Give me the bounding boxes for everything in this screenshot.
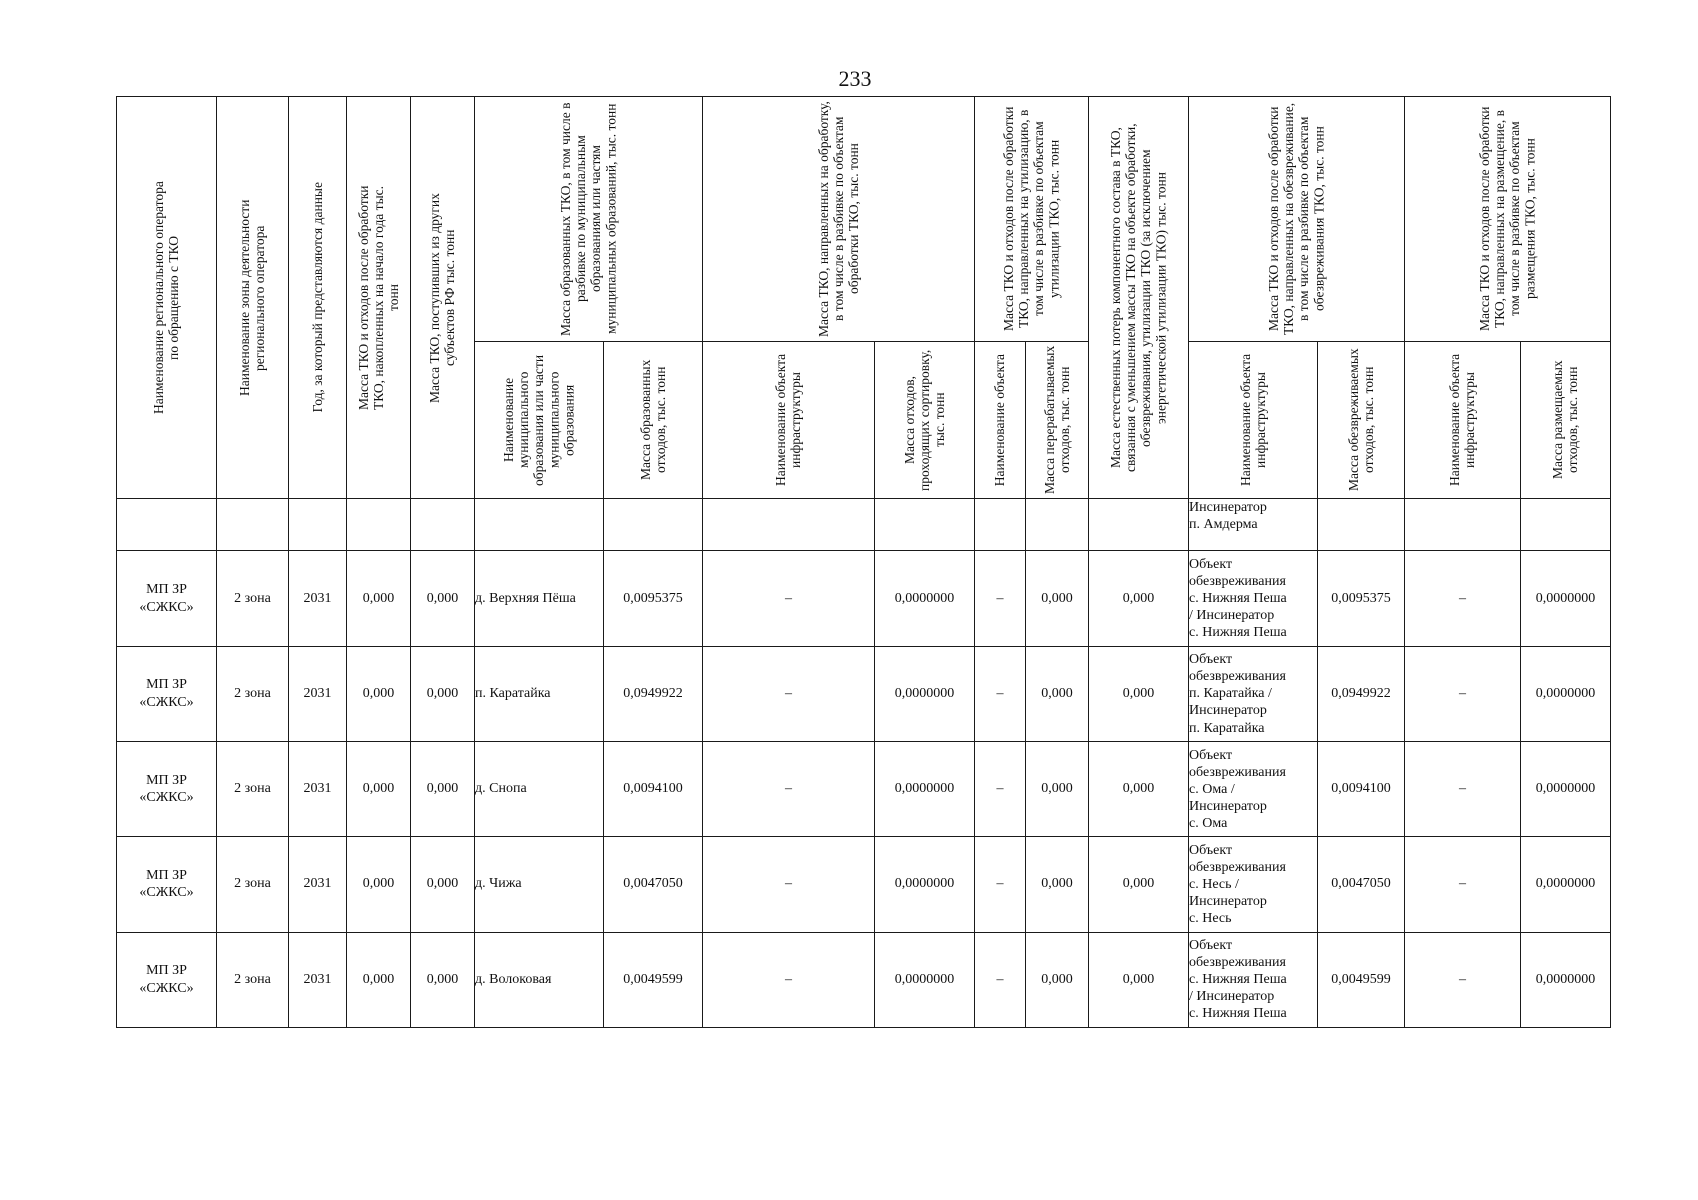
utilization-mass-cell: 0,000 [1026, 742, 1089, 837]
neutralization-mass-cell: 0,0949922 [1318, 646, 1405, 741]
neutralization-object-cell: Объект обезвреживания п. Каратайка / Инсинератор п. Каратайка [1189, 646, 1318, 741]
natural-losses-cell: 0,000 [1089, 837, 1189, 932]
zone-cell: 2 зона [217, 837, 289, 932]
mass-start-cell: 0,000 [347, 742, 411, 837]
placement-mass-cell: 0,0000000 [1521, 646, 1611, 741]
mass-start-cell: 0,000 [347, 646, 411, 741]
neutralization-mass-cell: 0,0095375 [1318, 551, 1405, 646]
header-neutralization-object: Наименование объекта инфраструктуры [1189, 341, 1318, 499]
mass-start-cell: 0,000 [347, 932, 411, 1027]
header-mass-start: Масса ТКО и отходов после обработки ТКО, накопленных на начало года тыс. тонн [347, 97, 411, 499]
neutralization-object-cell: Объект обезвреживания с. Нижняя Пеша / Инсинератор с. Нижняя Пеша [1189, 551, 1318, 646]
processing-mass-cell: 0,0000000 [875, 932, 975, 1027]
processing-object-cell: – [703, 932, 875, 1027]
header-operator: Наименование регионального оператора по обращению с ТКО [117, 97, 217, 499]
table-row-continuation [117, 499, 1611, 551]
utilization-object-cell: – [975, 932, 1026, 1027]
header-placement-object: Наименование объекта инфраструктуры [1405, 341, 1521, 499]
operator-cell: МП ЗР «СЖКС» [117, 742, 217, 837]
utilization-mass-cell: 0,000 [1026, 551, 1089, 646]
table-row [117, 837, 1611, 932]
page-number: 233 [838, 66, 872, 91]
formed-mass-cell: 0,0049599 [604, 932, 703, 1027]
mass-other-regions-cell: 0,000 [411, 932, 475, 1027]
municipality-cell: д. Верхняя Пёша [475, 551, 604, 646]
neutralization-mass-cell: 0,0094100 [1318, 742, 1405, 837]
placement-object-cell: – [1405, 932, 1521, 1027]
mass-other-regions-cell: 0,000 [411, 742, 475, 837]
neutralization-object-cell: Объект обезвреживания с. Ома / Инсинератор с. Ома [1189, 742, 1318, 837]
zone-cell: 2 зона [217, 646, 289, 741]
header-neutralization-group: Масса ТКО и отходов после обработки ТКО, направленных на обезвреживание, в том числе в разбивке по объектам обезвреживания ТКО, тыс. тонн [1189, 97, 1405, 342]
mass-other-regions-cell: 0,000 [411, 551, 475, 646]
processing-mass-cell: 0,0000000 [875, 837, 975, 932]
mass-start-cell: 0,000 [347, 837, 411, 932]
natural-losses-cell: 0,000 [1089, 932, 1189, 1027]
placement-object-cell: – [1405, 742, 1521, 837]
formed-mass-cell: 0,0949922 [604, 646, 703, 741]
municipality-cell: д. Снопа [475, 742, 604, 837]
header-utilization-object: Наименование объекта [975, 341, 1026, 499]
utilization-mass-cell: 0,000 [1026, 837, 1089, 932]
header-neutralization-mass: Масса обезвреживаемых отходов, тыс. тонн [1318, 341, 1405, 499]
year-cell: 2031 [289, 742, 347, 837]
header-utilization-mass: Масса перерабатываемых отходов, тыс. тонн [1026, 341, 1089, 499]
header-year: Год, за который представляются данные [289, 97, 347, 499]
year-cell: 2031 [289, 837, 347, 932]
table-row [117, 932, 1611, 1027]
utilization-object-cell: – [975, 837, 1026, 932]
municipality-cell: д. Чижа [475, 837, 604, 932]
neutralization-object-cell: Инсинератор п. Амдерма [1189, 499, 1318, 551]
placement-object-cell: – [1405, 837, 1521, 932]
year-cell: 2031 [289, 932, 347, 1027]
header-processing-group: Масса ТКО, направленных на обработку, в том числе в разбивке по объектам обработки ТКО, тыс. тонн [703, 97, 975, 342]
utilization-mass-cell: 0,000 [1026, 646, 1089, 741]
operator-cell: МП ЗР «СЖКС» [117, 932, 217, 1027]
mass-start-cell: 0,000 [347, 551, 411, 646]
header-formed-group: Масса образованных ТКО, в том числе в разбивке по муниципальным образованиям или частям муниципальных образований, тыс. тонн [475, 97, 703, 342]
operator-cell: МП ЗР «СЖКС» [117, 837, 217, 932]
neutralization-mass-cell: 0,0047050 [1318, 837, 1405, 932]
processing-mass-cell: 0,0000000 [875, 742, 975, 837]
neutralization-object-cell: Объект обезвреживания с. Нижняя Пеша / Инсинератор с. Нижняя Пеша [1189, 932, 1318, 1027]
processing-object-cell: – [703, 646, 875, 741]
utilization-object-cell: – [975, 646, 1026, 741]
waste-data-table [116, 96, 1611, 1028]
natural-losses-cell: 0,000 [1089, 551, 1189, 646]
operator-cell: МП ЗР «СЖКС» [117, 646, 217, 741]
placement-object-cell: – [1405, 646, 1521, 741]
formed-mass-cell: 0,0094100 [604, 742, 703, 837]
year-cell: 2031 [289, 646, 347, 741]
zone-cell: 2 зона [217, 742, 289, 837]
header-processing-object: Наименование объекта инфраструктуры [703, 341, 875, 499]
table-body [117, 551, 1611, 1028]
mass-other-regions-cell: 0,000 [411, 837, 475, 932]
placement-mass-cell: 0,0000000 [1521, 742, 1611, 837]
placement-object-cell: – [1405, 551, 1521, 646]
header-formed-mass: Масса образованных отходов, тыс. тонн [604, 341, 703, 499]
mass-other-regions-cell: 0,000 [411, 646, 475, 741]
table-row [117, 742, 1611, 837]
year-cell: 2031 [289, 551, 347, 646]
municipality-cell: п. Каратайка [475, 646, 604, 741]
table-row [117, 551, 1611, 646]
table-row [117, 646, 1611, 741]
header-natural-losses: Масса естественных потерь компонентного состава в ТКО, связанная с уменьшением массы ТКО на объекте обработки, обезвреживания, утилизации ТКО (за исключением энергетической утилизации ТКО) тыс. тонн [1089, 97, 1189, 499]
processing-mass-cell: 0,0000000 [875, 551, 975, 646]
neutralization-mass-cell: 0,0049599 [1318, 932, 1405, 1027]
placement-mass-cell: 0,0000000 [1521, 551, 1611, 646]
neutralization-object-cell: Объект обезвреживания с. Несь / Инсинератор с. Несь [1189, 837, 1318, 932]
header-row-top [117, 97, 1611, 342]
processing-object-cell: – [703, 551, 875, 646]
natural-losses-cell: 0,000 [1089, 646, 1189, 741]
utilization-mass-cell: 0,000 [1026, 932, 1089, 1027]
utilization-object-cell: – [975, 551, 1026, 646]
formed-mass-cell: 0,0047050 [604, 837, 703, 932]
header-processing-mass: Масса отходов, проходящих сортировку, тыс. тонн [875, 341, 975, 499]
processing-mass-cell: 0,0000000 [875, 646, 975, 741]
natural-losses-cell: 0,000 [1089, 742, 1189, 837]
utilization-object-cell: – [975, 742, 1026, 837]
header-municipality-name: Наименование муниципального образования или части муниципального образования [475, 341, 604, 499]
operator-cell: МП ЗР «СЖКС» [117, 551, 217, 646]
processing-object-cell: – [703, 837, 875, 932]
zone-cell: 2 зона [217, 932, 289, 1027]
header-placement-mass: Масса размещаемых отходов, тыс. тонн [1521, 341, 1611, 499]
header-mass-other-regions: Масса ТКО, поступивших из других субъектов РФ тыс. тонн [411, 97, 475, 499]
municipality-cell: д. Волоковая [475, 932, 604, 1027]
formed-mass-cell: 0,0095375 [604, 551, 703, 646]
processing-object-cell: – [703, 742, 875, 837]
header-placement-group: Масса ТКО и отходов после обработки ТКО, направленных на размещение, в том числе в разбивке по объектам размещения ТКО, тыс. тонн [1405, 97, 1611, 342]
header-utilization-group: Масса ТКО и отходов после обработки ТКО, направленных на утилизацию, в том числе в разбивке по объектам утилизации ТКО, тыс. тонн [975, 97, 1089, 342]
header-zone: Наименование зоны деятельности регионального оператора [217, 97, 289, 499]
zone-cell: 2 зона [217, 551, 289, 646]
placement-mass-cell: 0,0000000 [1521, 932, 1611, 1027]
placement-mass-cell: 0,0000000 [1521, 837, 1611, 932]
